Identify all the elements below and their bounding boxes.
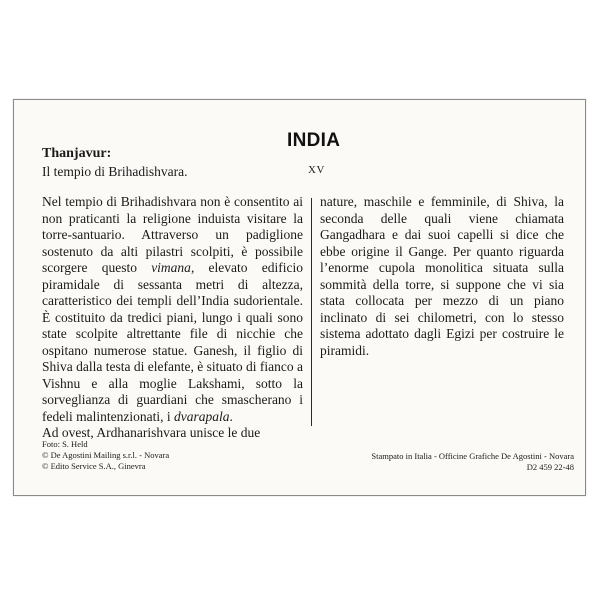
term-vimana: vimana	[151, 260, 191, 275]
credit-line: Foto: S. Held	[42, 439, 88, 449]
text-column-left	[42, 194, 303, 442]
paragraph-2: Ad ovest, Ardhanarishvara unisce le due	[42, 425, 261, 440]
card-number: XV	[308, 164, 325, 176]
column-divider	[311, 198, 312, 426]
text-column-right	[320, 194, 564, 359]
location-heading: Thanjavur:	[42, 146, 112, 161]
paragraph-1-text-b: , elevato edificio piramidale di sessanta metri di altezza, caratteristico dei templi dell’India sudorientale. È costituito da tredici piani, lungo i quali sono state scolpite altrettante file di nicchie che ospitano numerose statue. Ganesh, il figlio di Shiva dalla testa di elefante, è situato di fianco a Vishnu e alla moglie Lakshami, sotto la sorveglianza di guardiani che smascherano i fedeli malintenzionati, i	[42, 260, 303, 424]
term-dvarapala: dvarapala	[173, 408, 230, 424]
paragraph-1	[42, 194, 303, 425]
postcard-back	[13, 99, 586, 496]
photo-credits	[42, 439, 169, 472]
credit-line: © Edito Service S.A., Ginevra	[42, 461, 146, 471]
card-title: INDIA	[287, 130, 341, 151]
credit-line: © De Agostini Mailing s.r.l. - Novara	[42, 450, 170, 460]
paragraph-1-text-a: Nel tempio di Brihadishvara non è consentito ai non praticanti la religione induista visitare la torre-santuario. Attraverso un padiglione sostenuto da alti pilastri scolpiti, è possibile scorgere questo	[42, 194, 303, 275]
product-code: D2 459 22-48	[526, 462, 574, 472]
printer-info	[352, 451, 574, 473]
printer-line: Stampato in Italia - Officine Grafiche De Agostini - Novara	[371, 451, 574, 461]
paragraph-1-text-c: .	[229, 408, 233, 424]
paragraph-right: nature, maschile e femminile, di Shiva, la seconda delle quali viene chiamata Gangadhara e dai suoi capelli si dice che ebbe origine il Gange. Per quanto riguarda l’enorme cupola monolitica situata sulla sommità della torre, si suppone che vi sia stata collocata per mezzo di un piano inclinato di sei chilometri, con lo stesso sistema adottato dagli Egizi per costruire le piramidi.	[320, 194, 564, 358]
card-subtitle: Il tempio di Brihadishvara.	[42, 164, 188, 179]
